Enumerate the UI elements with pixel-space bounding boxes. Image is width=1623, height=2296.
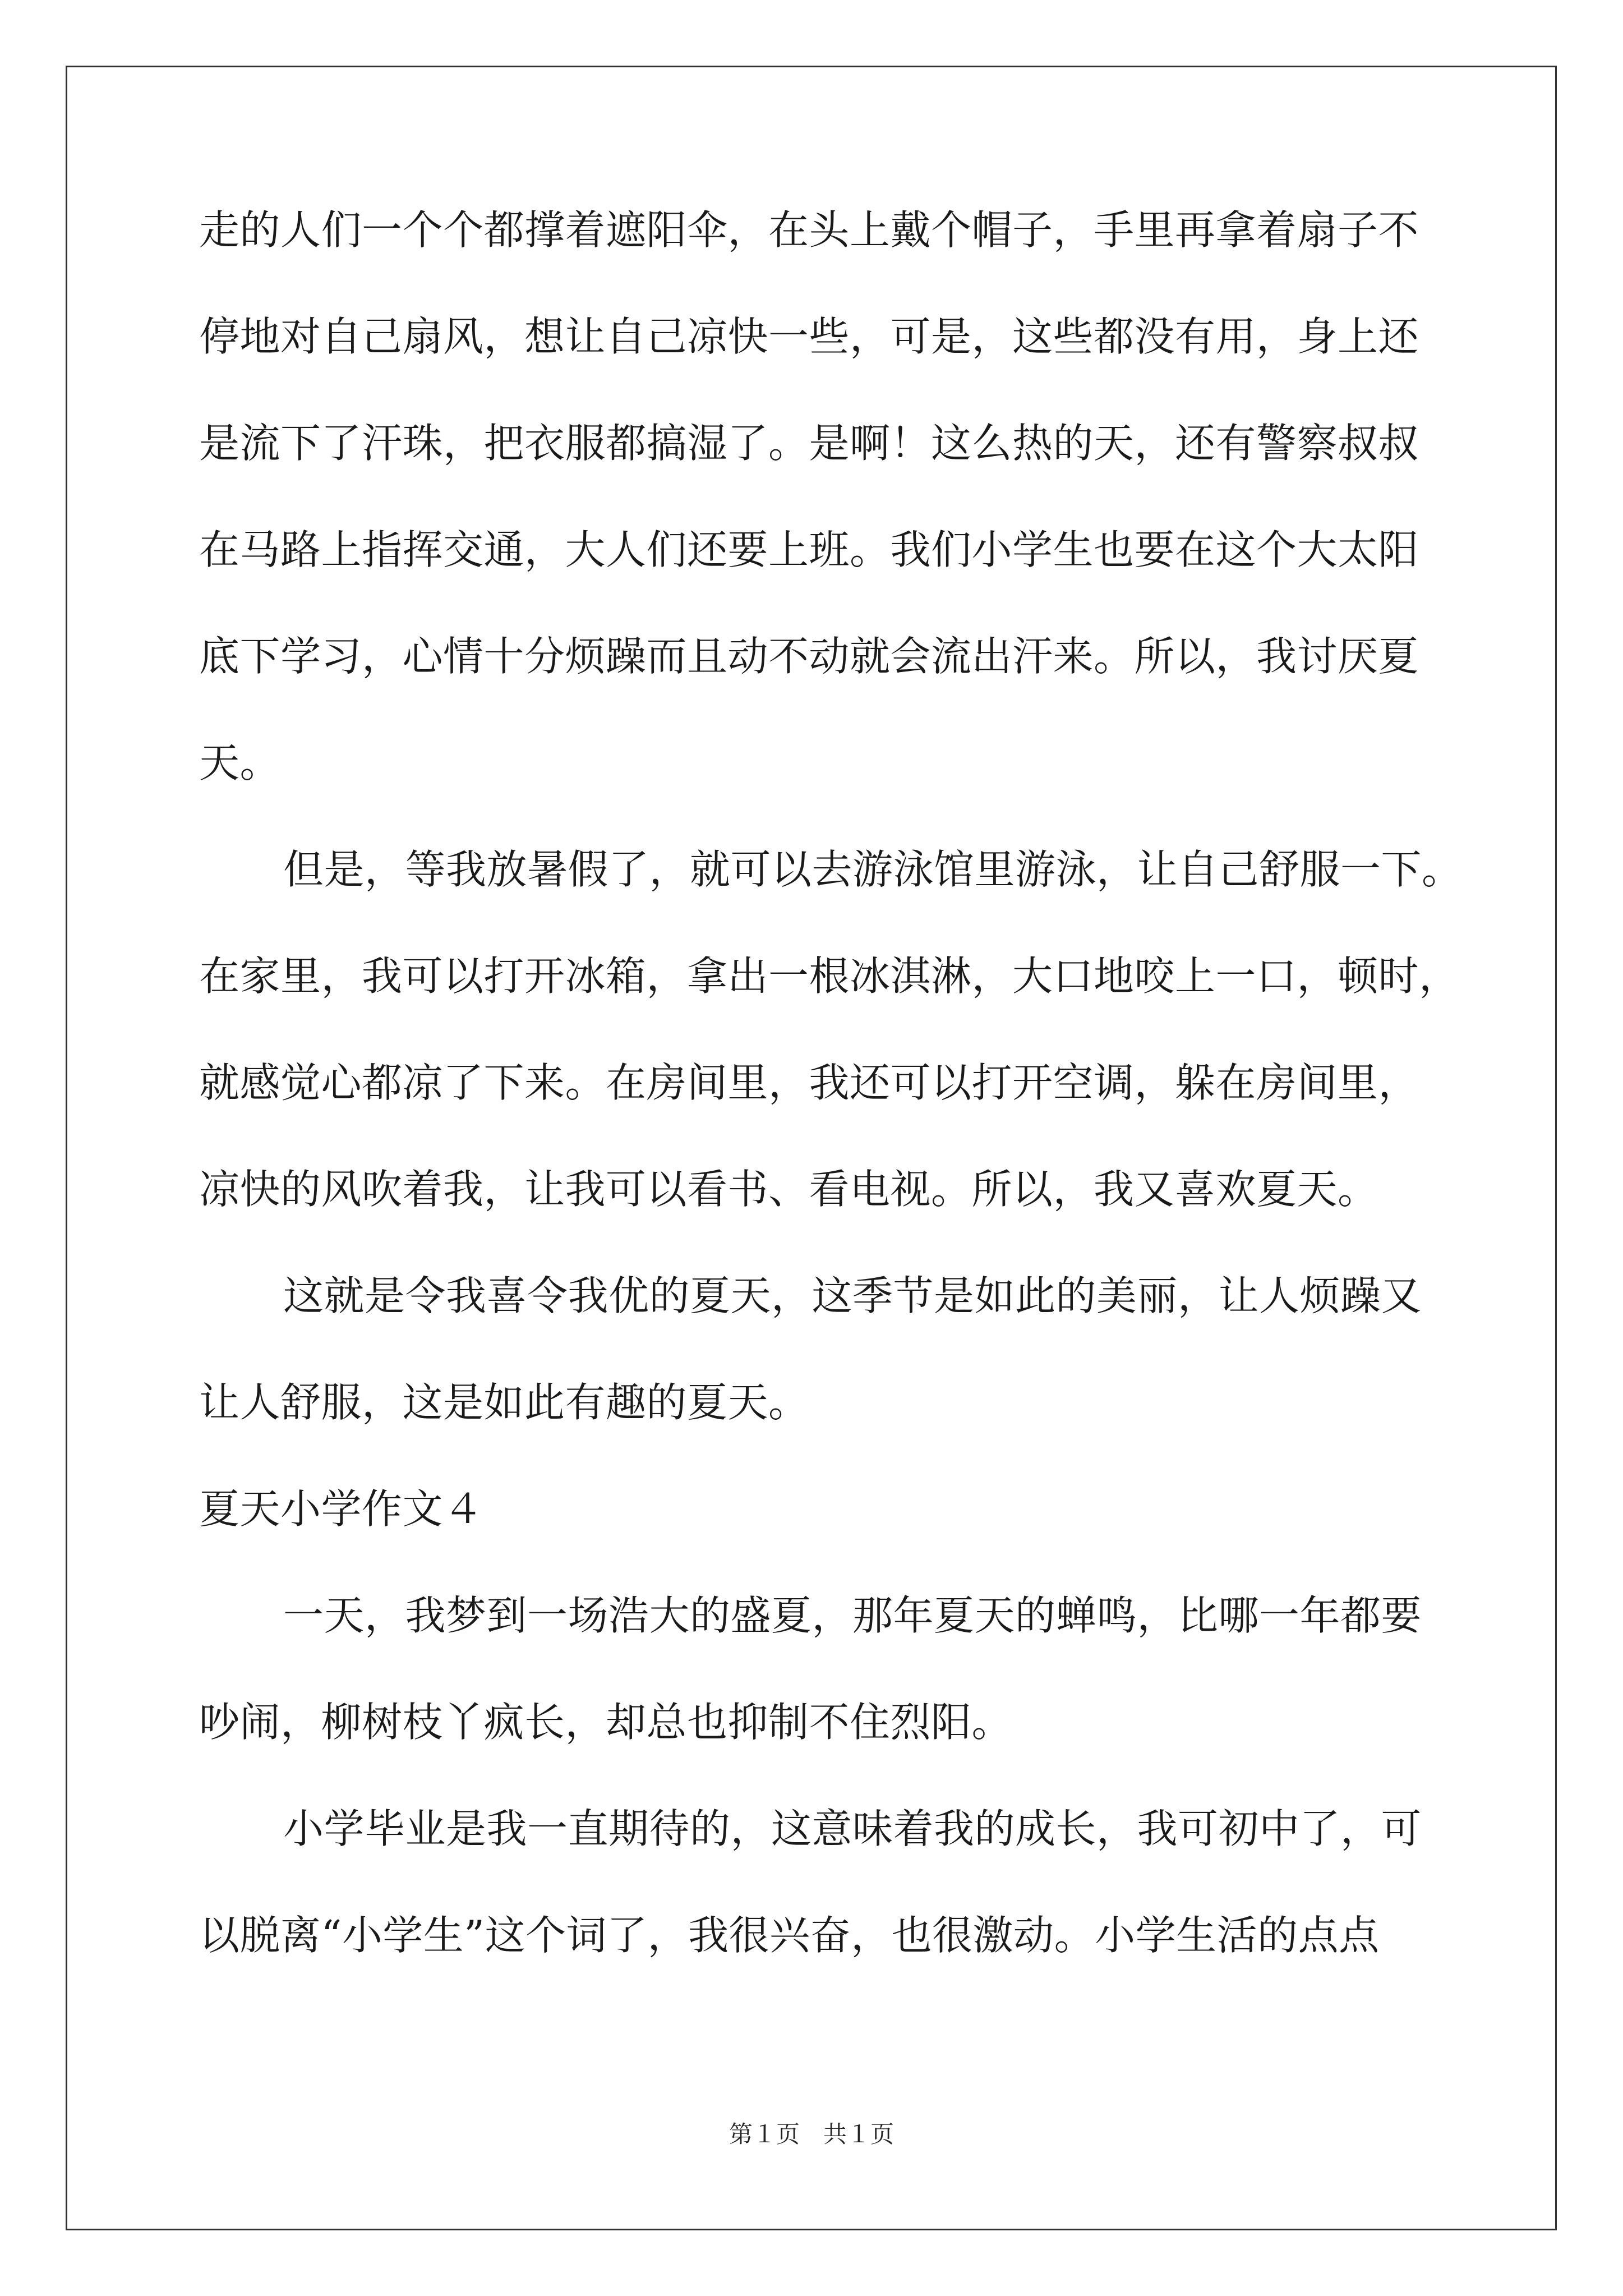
text-line: 是流下了汗珠，把衣服都搞湿了。是啊！这么热的天，还有警察叔叔 [199, 420, 1419, 467]
paragraph-start-line: 但是，等我放暑假了，就可以去游泳馆里游泳，让自己舒服一下。 [283, 846, 1463, 893]
text-line: 让人舒服，这是如此有趣的夏天。 [199, 1379, 809, 1426]
paragraph-start-line: 这就是令我喜令我优的夏天，这季节是如此的美丽，让人烦躁又 [283, 1272, 1422, 1319]
text-line: 就感觉心都凉了下来。在房间里，我还可以打开空调，躲在房间里， [199, 1059, 1419, 1106]
section-heading: 夏天小学作文４ [199, 1485, 484, 1533]
text-line: 在家里，我可以打开冰箱，拿出一根冰淇淋，大口地咬上一口，顿时， [199, 953, 1460, 1000]
text-line: 在马路上指挥交通，大人们还要上班。我们小学生也要在这个大太阳 [199, 526, 1419, 573]
text-line: 凉快的风吹着我，让我可以看书、看电视。所以，我又喜欢夏天。 [199, 1166, 1378, 1213]
text-line: 停地对自己扇风，想让自己凉快一些，可是，这些都没有用，身上还 [199, 313, 1419, 360]
text-line: 吵闹，柳树枝丫疯长，却总也抑制不住烈阳。 [199, 1699, 1013, 1746]
paragraph-start-line: 小学毕业是我一直期待的，这意味着我的成长，我可初中了，可 [283, 1805, 1422, 1852]
text-line: 走的人们一个个都撑着遮阳伞，在头上戴个帽子，手里再拿着扇子不 [199, 206, 1419, 254]
page-border [66, 66, 1557, 2230]
text-line: 以脱离“小学生”这个词了，我很兴奋，也很激动。小学生活的点点 [199, 1912, 1380, 1959]
page-number-footer: 第１页 共１页 [728, 2120, 894, 2148]
paragraph-start-line: 一天，我梦到一场浩大的盛夏，那年夏天的蝉鸣，比哪一年都要 [283, 1592, 1422, 1639]
text-line: 底下学习，心情十分烦躁而且动不动就会流出汗来。所以，我讨厌夏 [199, 633, 1419, 680]
text-line: 天。 [199, 739, 281, 786]
